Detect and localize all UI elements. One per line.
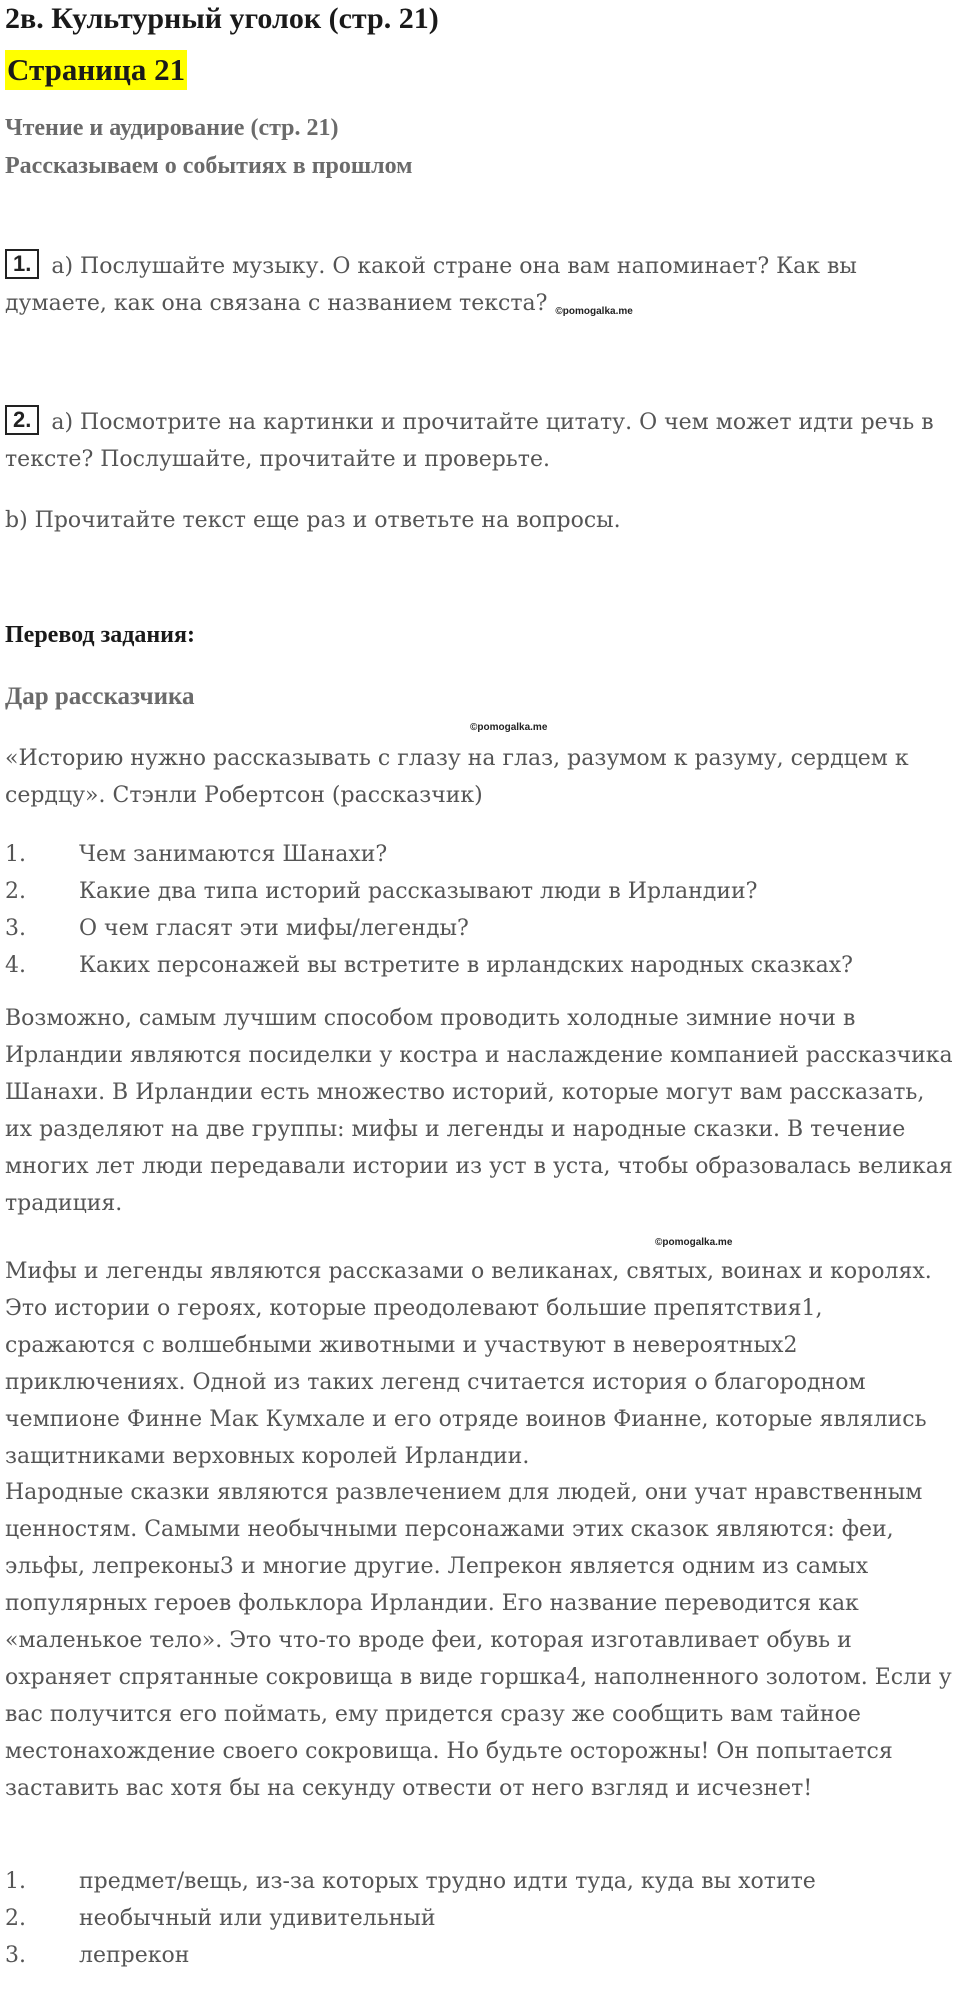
question-list	[5, 836, 955, 984]
paragraph-1: Возможно, самым лучшим способом проводить холодные зимние ночи в Ирландии являются посиделки у костра и наслаждение компанией рассказчика Шанахи. В Ирландии есть множество историй, которые могут вам рассказать, их разделяют на две группы: мифы и легенды и народные сказки. В течение многих лет люди передавали истории из уст в уста, чтобы образовалась великая традиция.	[5, 1006, 953, 1216]
watermark: ©pomogalka.me	[655, 1237, 733, 1248]
footnote-list	[5, 1863, 955, 1974]
task-1-number: 1.	[5, 249, 39, 279]
list-item: 1. Чем занимаются Шанахи?	[5, 842, 388, 867]
subtitle-reading: Чтение и аудирование (стр. 21)	[5, 115, 339, 141]
section-title: 2в. Культурный уголок (стр. 21)	[5, 2, 439, 35]
task-2b-text: b) Прочитайте текст еще раз и ответьте на вопросы.	[5, 508, 621, 533]
subtitle-past-events: Рассказываем о событиях в прошлом	[5, 153, 413, 179]
task-1	[5, 248, 955, 330]
list-item: 2. необычный или удивительный	[5, 1906, 436, 1931]
page-label-highlight: Страница 21	[5, 50, 187, 90]
watermark: ©pomogalka.me	[555, 306, 633, 317]
task-2	[5, 404, 955, 478]
list-item: 2. Какие два типа историй рассказывают люди в Ирландии?	[5, 879, 758, 904]
paragraph-2: Мифы и легенды являются рассказами о великанах, святых, воинах и королях. Это истории о героях, которые преодолевают большие препятствия1, сражаются с волшебными животными и участвуют в невероятных2 приключениях. Одной из таких легенд считается история о благородном чемпионе Финне Мак Кумхале и его отряде воинов Фианне, которые являлись защитниками верховных королей Ирландии.	[5, 1259, 932, 1469]
paragraph-3: Народные сказки являются развлечением для людей, они учат нравственным ценностям. Самыми необычными персонажами этих сказок являются: феи, эльфы, лепреконы3 и многие другие. Лепрекон является одним из самых популярных героев фольклора Ирландии. Его название переводится как «маленькое тело». Это что-то вроде феи, которая изготавливает обувь и охраняет спрятанные сокровища в виде горшка4, наполненного золотом. Если у вас получится его поймать, ему придется сразу же сообщить вам тайное местонахождение своего сокровища. Но будьте осторожны! Он попытается заставить вас хотя бы на секунду отвести от него взгляд и исчезнет!	[5, 1480, 952, 1801]
task-2-number: 2.	[5, 405, 39, 435]
watermark: ©pomogalka.me	[470, 722, 548, 733]
task-1-text: a) Послушайте музыку. О какой стране она вам напоминает? Как вы думаете, как она связана с названием текста?	[5, 254, 857, 316]
list-item: 3. лепрекон	[5, 1943, 190, 1968]
list-item: 1. предмет/вещь, из-за которых трудно идти туда, куда вы хотите	[5, 1869, 816, 1894]
story-title: Дар рассказчика	[5, 683, 195, 710]
quote: «Историю нужно рассказывать с глазу на глаз, разумом к разуму, сердцем к сердцу». Стэнли Робертсон (рассказчик)	[5, 746, 909, 808]
list-item: 4. Каких персонажей вы встретите в ирландских народных сказках?	[5, 953, 853, 978]
task-2-text: a) Посмотрите на картинки и прочитайте цитату. О чем может идти речь в тексте? Послушайте, прочитайте и проверьте.	[5, 410, 934, 472]
translation-heading: Перевод задания:	[5, 622, 195, 648]
list-item: 3. О чем гласят эти мифы/легенды?	[5, 916, 469, 941]
